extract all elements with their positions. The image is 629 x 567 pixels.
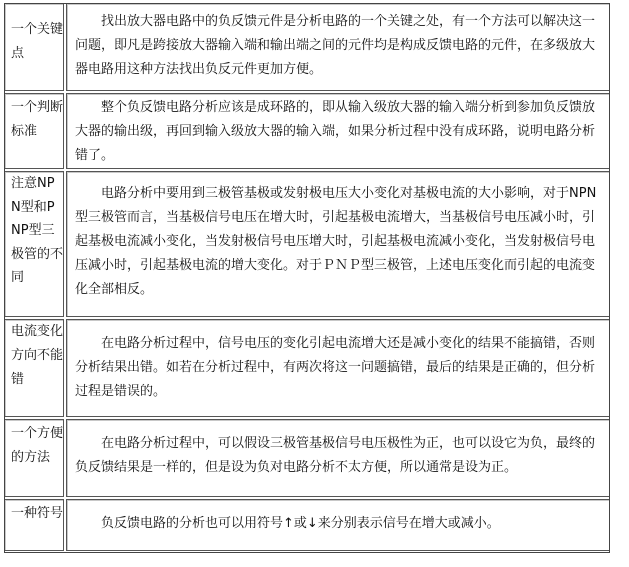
row-label: 一个方便的方法 (4, 419, 64, 497)
table-row (4, 419, 610, 497)
row-label: 一个判断标准 (4, 93, 64, 169)
row-text: 找出放大器电路中的负反馈元件是分析电路的一个关键之处，有一个方法可以解决这一问题，即凡是跨接放大器输入端和输出端之间的元件均是构成反馈电路的元件，在多级放大器电路用这种方法找出负反元件更加方便。 (66, 3, 610, 91)
row-text: 整个负反馈电路分析应该是成环路的，即从输入级放大器的输入端分析到参加负反馈放大器的输出级，再回到输入级放大器的输入端，如果分析过程中没有成环路，说明电路分析错了。 (66, 93, 610, 169)
row-text: 在电路分析过程中，信号电压的变化引起电流增大还是减小变化的结果不能搞错，否则分析结果出错。如若在分析过程中，有两次将这一问题搞错，最后的结果是正确的，但分析过程是错误的。 (66, 319, 610, 417)
row-label: 一个关键点 (4, 3, 64, 91)
row-label: 一种符号 (4, 499, 64, 551)
table-row (4, 319, 610, 417)
table-row (4, 171, 610, 317)
row-label: 注意NPN型和PNP型三极管的不同 (4, 171, 64, 317)
row-text: 负反馈电路的分析也可以用符号↑或↓来分别表示信号在增大或减小。 (66, 499, 610, 551)
row-label: 电流变化方向不能错 (4, 319, 64, 417)
table-row (4, 3, 610, 91)
row-text: 电路分析中要用到三极管基极或发射极电压大小变化对基极电流的大小影响，对于NPN型三极管而言，当基极信号电压在增大时，引起基极电流增大，当基极信号电压减小时，引起基极电流减小变化，当发射极信号电压增大时，引起基极电流减小变化，当发射极信号电压减小时，引起基极电流的增大变化。对于ＰＮＰ型三极管，上述电压变化而引起的电流变化全部相反。 (66, 171, 610, 317)
row-text: 在电路分析过程中，可以假设三极管基极信号电压极性为正，也可以设它为负，最终的负反馈结果是一样的，但是设为负对电路分析不太方便，所以通常是设为正。 (66, 419, 610, 497)
table-row (4, 499, 610, 551)
table-row (4, 93, 610, 169)
